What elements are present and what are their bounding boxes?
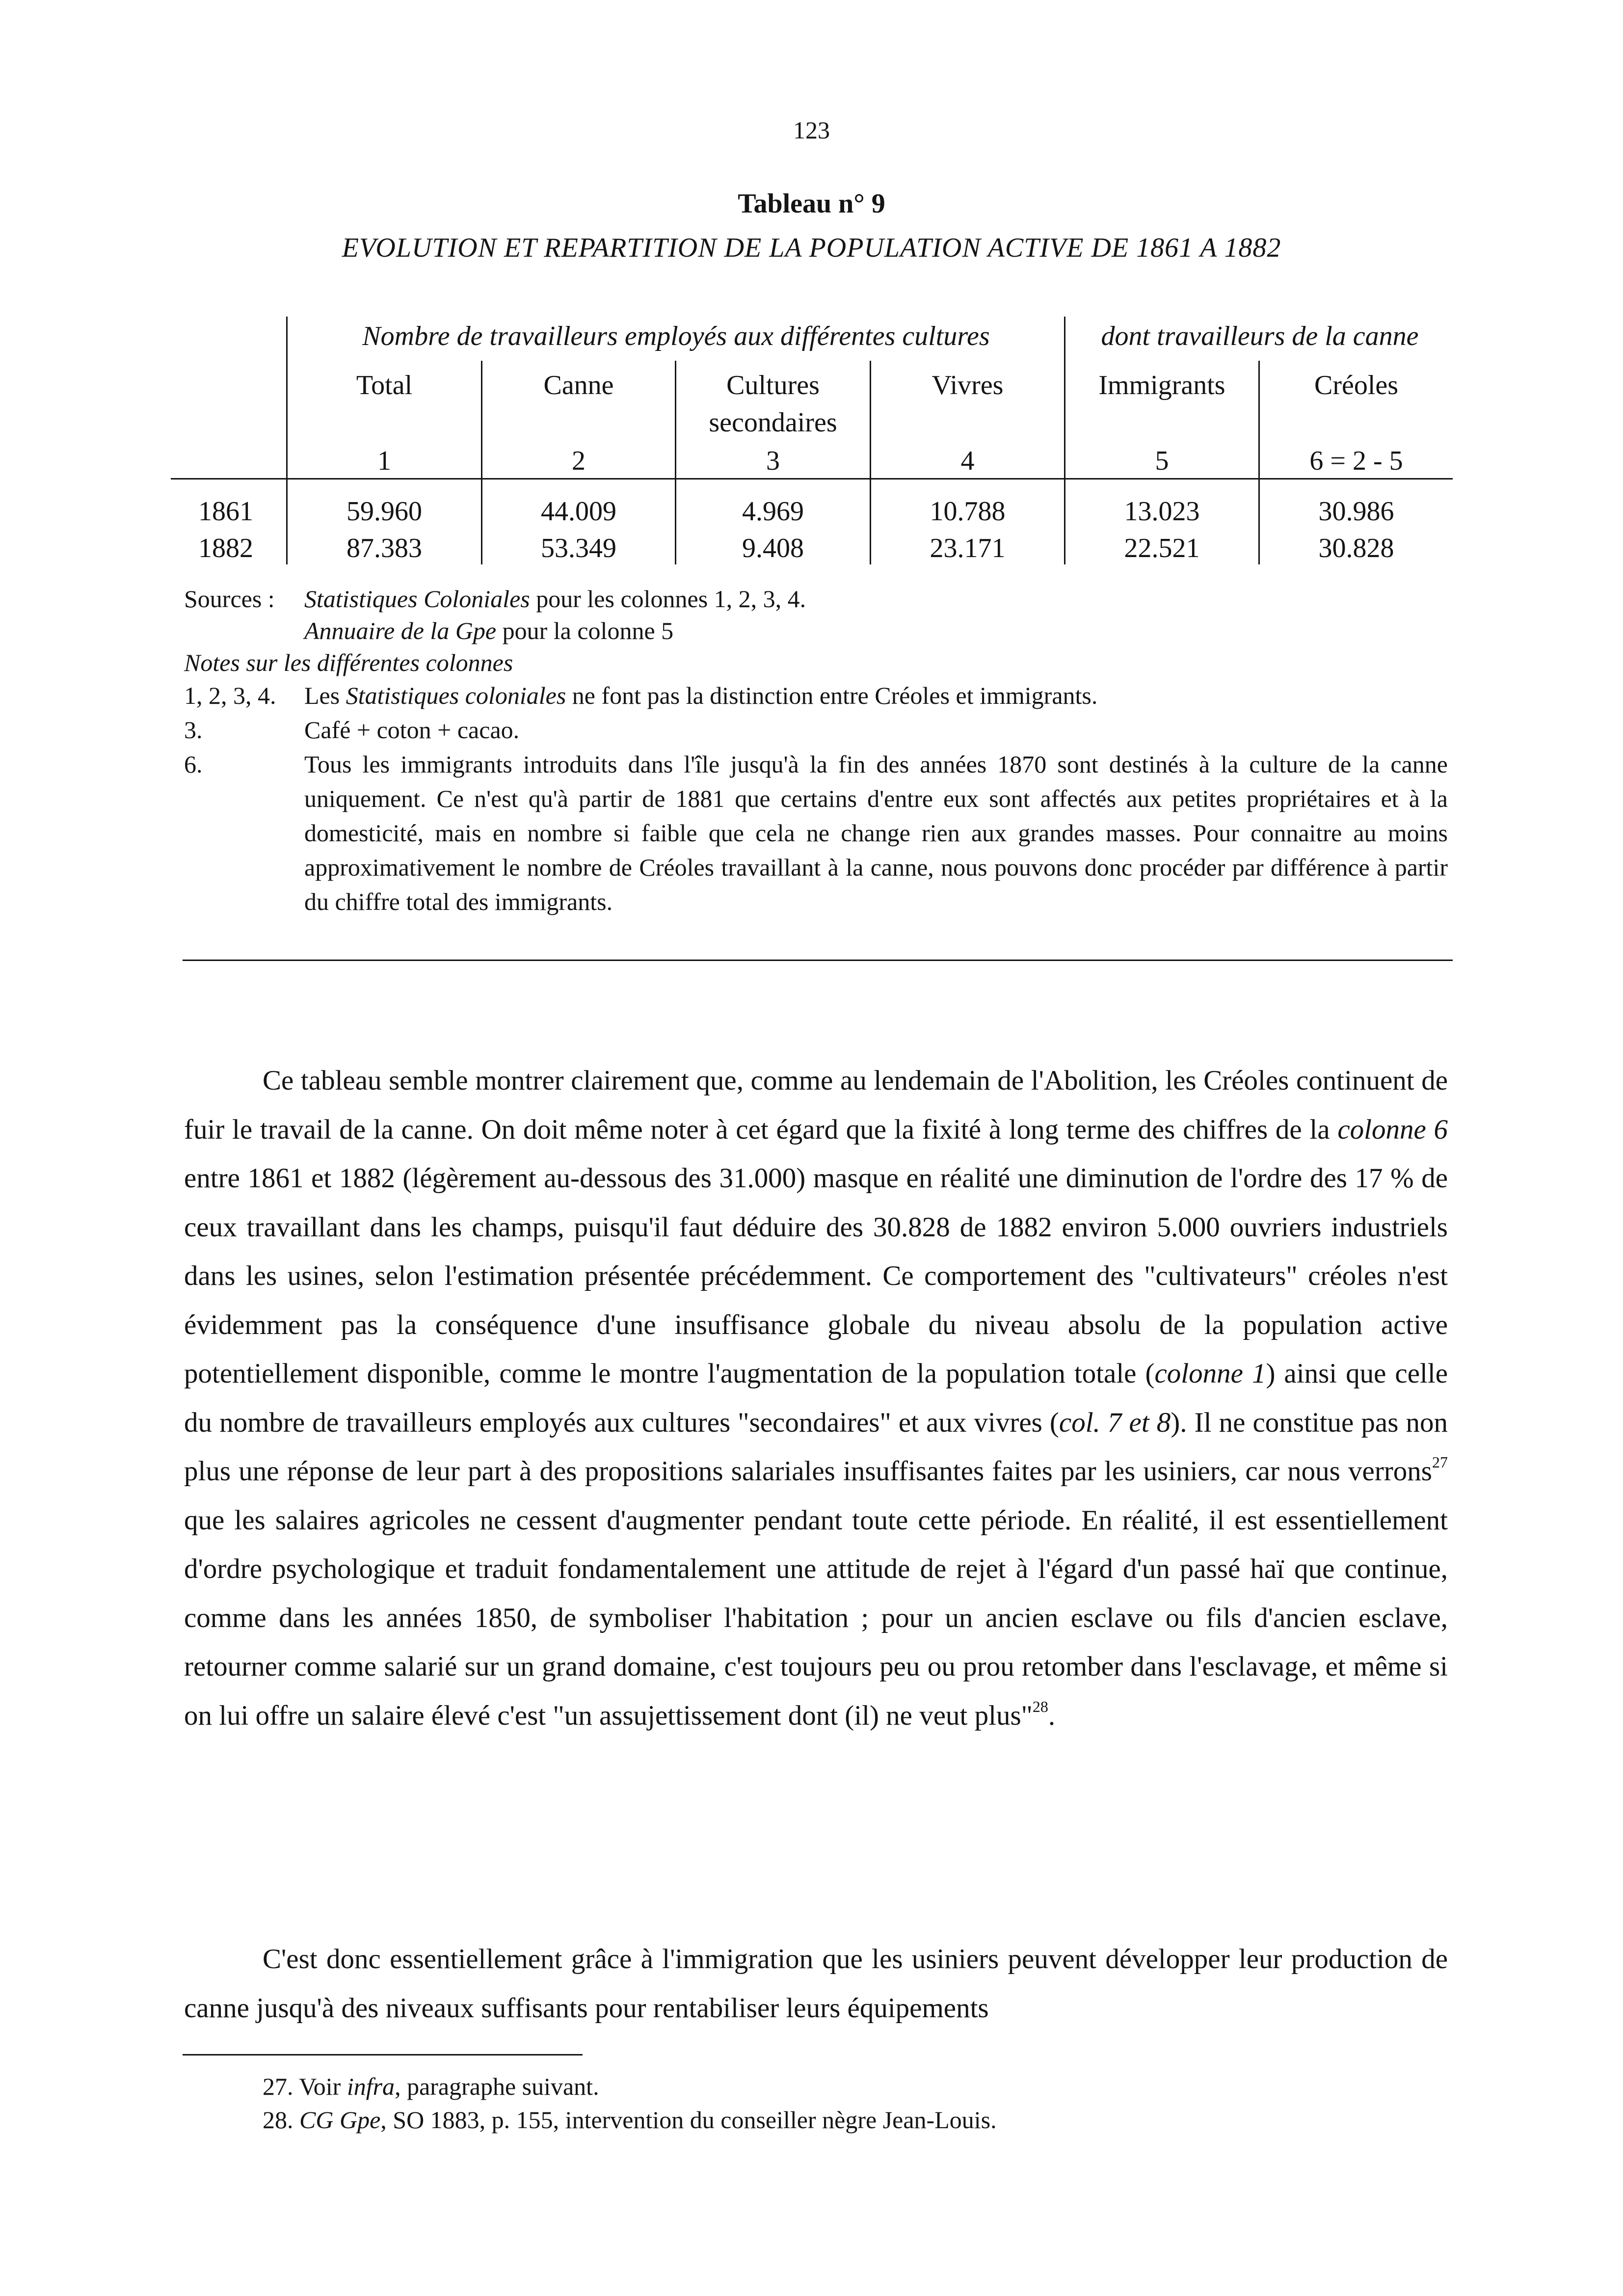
group-header-canne: dont travailleurs de la canne — [1101, 321, 1419, 351]
note-1-text: Les Statistiques coloniales ne font pas la distinction entre Créoles et immigrants. — [304, 682, 1098, 709]
notes-bottom-rule — [183, 960, 1453, 961]
col-label-secondaires: secondaires — [709, 407, 837, 438]
col-label-creoles: Créoles — [1314, 370, 1399, 400]
footnote-ref-28: 28 — [1032, 1697, 1048, 1715]
table-cell: 59.960 — [346, 496, 422, 527]
col-label-cultures: Cultures — [726, 370, 820, 400]
table-cell: 30.986 — [1318, 496, 1394, 527]
col-label-vivres: Vivres — [931, 370, 1004, 400]
note-6-label: 6. — [184, 750, 203, 778]
col-number-5: 5 — [1155, 446, 1169, 476]
sources-line-2: Annuaire de la Gpe pour la colonne 5 — [304, 617, 674, 644]
table-title: Tableau n° 9 — [738, 188, 885, 219]
note-3-text: Café + coton + cacao. — [304, 716, 520, 744]
note-1-label: 1, 2, 3, 4. — [184, 682, 276, 709]
body-paragraph-1: Ce tableau semble montrer clairement que, comme au lendemain de l'Abolition, les Créoles continuent de fuir le travail de la canne. On doit même noter à cet égard que la fixité à long terme des chiffres de la colonne 6 entre 1861 et 1882 (légèrement au-dessous des 31.000) masque en réalité une diminution de l'ordre des 17 % de ceux travaillant dans les champs, puisqu'il faut déduire des 30.828 de 1882 environ 5.000 ouvriers industriels dans les usines, selon l'estimation présentée précédemment. Ce comportement des "cultivateurs" créoles n'est évidemment pas la conséquence d'une insuffisance globale du niveau absolu de la population active potentiellement disponible, comme le montre l'augmentation de la population totale (colonne 1) ainsi que celle du nombre de travailleurs employés aux cultures "secondaires" et aux vivres (col. 7 et 8). Il ne constitue pas non plus une réponse de leur part à des propositions salariales insuffisantes faites par les usiniers, car nous verrons$^{27}$ que les salaires agricoles ne cessent d'augmenter pendant toute cette période. En réalité, il est essentiellement d'ordre psychologique et traduit fondamentalement une attitude de rejet à l'égard d'un passé haï que continue, comme dans les années 1850, de symboliser l'habitation ; pour un ancien esclave ou fils d'ancien esclave, retourner comme salarié sur un grand domaine, c'est toujours peu ou prou retomber dans l'esclavage, et même si on lui offre un salaire élevé c'est "un assujettissement dont (il) ne veut plus"$^{28}$. — [184, 1065, 1448, 1731]
col-label-canne: Canne — [543, 370, 614, 400]
table-cell: 13.023 — [1124, 496, 1200, 527]
body-paragraph-2: C'est donc essentiellement grâce à l'immigration que les usiniers peuvent développer leur production de canne jusqu'à des niveaux suffisants pour rentabiliser leurs équipements — [184, 1944, 1448, 2024]
note-3-label: 3. — [184, 716, 203, 744]
page-number: 123 — [793, 116, 830, 144]
row-year: 1882 — [198, 533, 253, 563]
table-cell: 22.521 — [1124, 533, 1200, 563]
row-year: 1861 — [198, 496, 253, 527]
table-cell: 10.788 — [930, 496, 1006, 527]
col-label-total: Total — [356, 370, 413, 400]
sources-line-1: Statistiques Coloniales pour les colonnes 1, 2, 3, 4. — [304, 585, 806, 613]
footnote-ref-27: 27 — [1432, 1453, 1448, 1471]
table-cell: 30.828 — [1318, 533, 1394, 563]
col-number-4: 4 — [960, 446, 975, 476]
table-subtitle: EVOLUTION ET REPARTITION DE LA POPULATION ACTIVE DE 1861 A 1882 — [342, 233, 1281, 263]
table-cell: 44.009 — [541, 496, 616, 527]
table-cell: 4.969 — [742, 496, 804, 527]
sources-label: Sources : — [184, 585, 275, 613]
footnote-28: 28. CG Gpe, SO 1883, p. 155, intervention du conseiller nègre Jean-Louis. — [263, 2106, 997, 2134]
col-number-3: 3 — [766, 446, 780, 476]
table-cell: 9.408 — [742, 533, 804, 563]
col-number-2: 2 — [572, 446, 585, 476]
table-cell: 53.349 — [541, 533, 616, 563]
group-header-cultures: Nombre de travailleurs employés aux différentes cultures — [362, 321, 990, 351]
note-6-text: Tous les immigrants introduits dans l'île jusqu'à la fin des années 1870 sont destinés à la culture de la canne uniquement. Ce n'est qu'à partir de 1881 que certains d'entre eux sont affectés aux petites propriétaires et à la domesticité, mais en nombre si faible que cela ne change rien aux grandes masses. Pour connaitre au moins approximativement le nombre de Créoles travaillant à la canne, nous pouvons donc procéder par différence à partir du chiffre total des immigrants. — [304, 750, 1448, 915]
notes-heading: Notes sur les différentes colonnes — [184, 649, 513, 676]
col-number-6: 6 = 2 - 5 — [1309, 446, 1403, 476]
col-number-1: 1 — [377, 446, 391, 476]
col-label-immigrants: Immigrants — [1098, 370, 1225, 400]
table-cell: 23.171 — [930, 533, 1006, 563]
table-cell: 87.383 — [346, 533, 422, 563]
footnote-separator — [183, 2054, 583, 2056]
footnote-27: 27. Voir infra, paragraphe suivant. — [263, 2073, 599, 2100]
